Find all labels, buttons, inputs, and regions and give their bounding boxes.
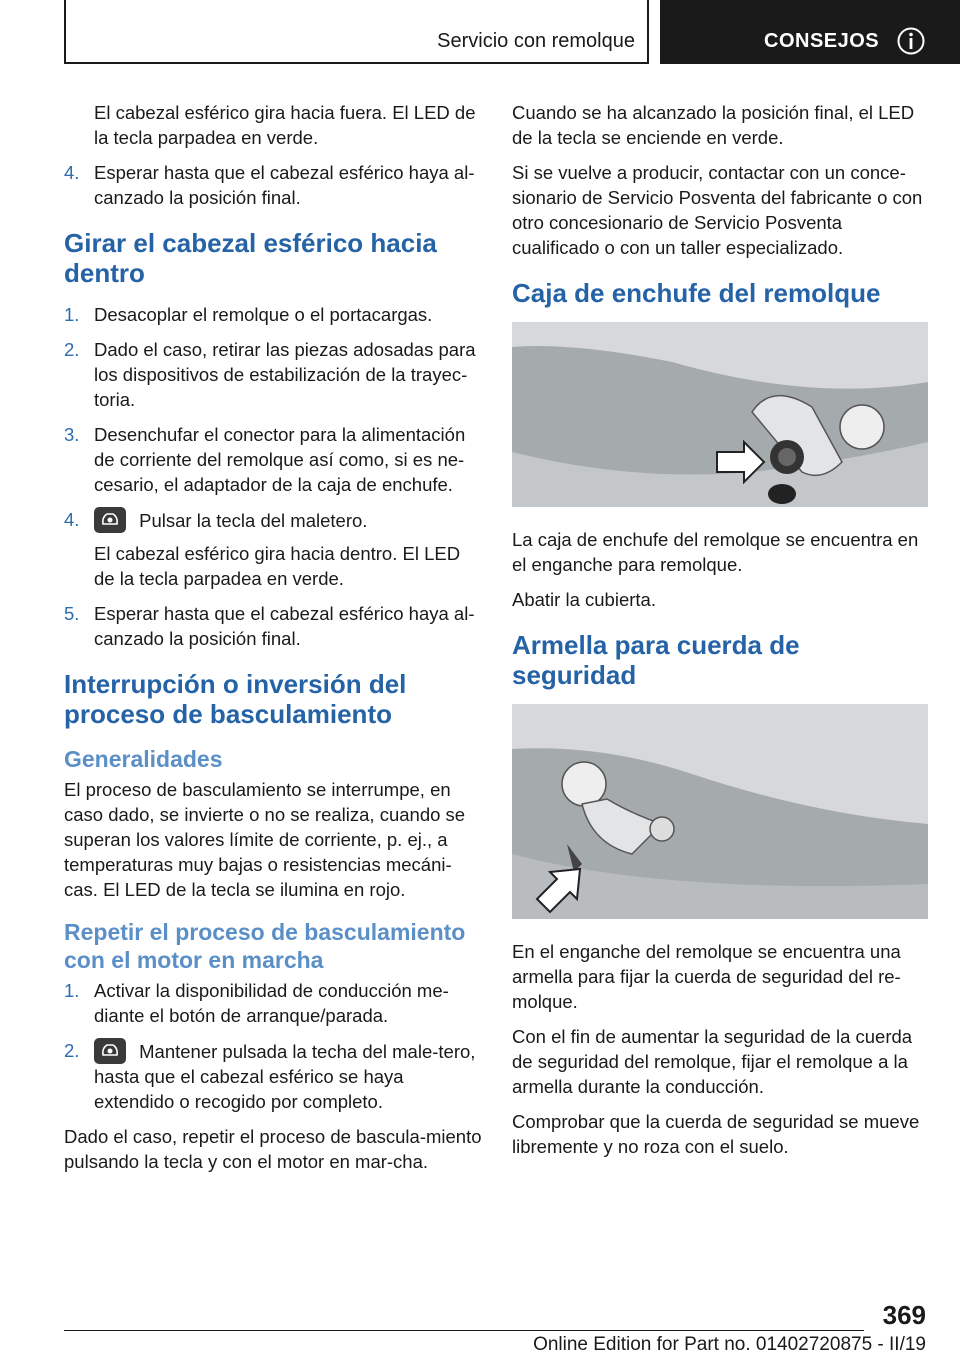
header-section-box bbox=[660, 0, 960, 64]
step-number: 4. bbox=[64, 162, 80, 183]
heading-socket: Caja de enchufe del remolque bbox=[512, 278, 881, 308]
step-text: Esperar hasta que el cabezal esférico haya al-canzado la posición final. bbox=[94, 603, 475, 649]
eyelet-paragraph-3: Comprobar que la cuerda de seguridad se mueve libremente y no roza con el suelo. bbox=[512, 1111, 920, 1157]
footer-edition: Online Edition for Part no. 01402720875 - II/19 bbox=[533, 1334, 926, 1355]
step-text: Activar la disponibilidad de conducción me-diante el botón de arranque/parada. bbox=[94, 980, 449, 1026]
step-text: Dado el caso, retirar las piezas adosadas para los dispositivos de estabilización de la trayec-toria. bbox=[94, 339, 476, 410]
header-title: Servicio con remolque bbox=[437, 30, 635, 52]
repeat-steps bbox=[64, 978, 484, 1114]
list-item bbox=[64, 978, 484, 1028]
step-number: 2. bbox=[64, 1040, 80, 1061]
heading-repeat: Repetir el proceso de basculamiento con el motor en marcha bbox=[64, 919, 466, 973]
list-item bbox=[64, 1038, 484, 1114]
trunk-button-icon bbox=[94, 1038, 126, 1064]
socket-paragraph-2: Abatir la cubierta. bbox=[512, 589, 656, 610]
header-title-box bbox=[64, 0, 649, 64]
right-paragraph-1: Cuando se ha alcanzado la posición final, el LED de la tecla se enciende en verde. bbox=[512, 102, 915, 148]
step-text: Esperar hasta que el cabezal esférico haya al-canzado la posición final. bbox=[94, 162, 475, 208]
list-item bbox=[64, 601, 484, 651]
step-number: 1. bbox=[64, 980, 80, 1001]
header-section-label: CONSEJOS bbox=[764, 30, 880, 52]
list-item bbox=[64, 507, 484, 591]
intro-steps bbox=[64, 160, 484, 210]
heading-interrupt: Interrupción o inversión del proceso de basculamiento bbox=[64, 669, 407, 729]
right-paragraph-2: Si se vuelve a producir, contactar con un conce-sionario de Servicio Posventa del fabricante o con otro concesionario de Servicio Posventa cualificado o con un taller especializado. bbox=[512, 162, 923, 258]
step-number: 5. bbox=[64, 603, 80, 624]
info-circle-icon bbox=[896, 26, 926, 56]
general-text: El proceso de basculamiento se interrumpe, en caso dado, se invierte o no se realiza, cuando se superan los valores límite de corriente, p. ej., a temperaturas muy bajas o resistencias mecáni-cas. El LED de la tecla se ilumina en rojo. bbox=[64, 779, 466, 900]
step-text: Desacoplar el remolque o el portacargas. bbox=[94, 304, 433, 325]
step-number: 1. bbox=[64, 304, 80, 325]
eyelet-illustration bbox=[512, 704, 928, 919]
heading-eyelet: Armella para cuerda de seguridad bbox=[512, 630, 800, 690]
repeat-outro: Dado el caso, repetir el proceso de bascula-miento pulsando la tecla y con el motor en mar-cha. bbox=[64, 1126, 482, 1172]
page-number: 369 bbox=[882, 1300, 926, 1330]
eyelet-paragraph-1: En el enganche del remolque se encuentra una armella para fijar la cuerda de seguridad del re-molque. bbox=[512, 941, 901, 1012]
heading-general: Generalidades bbox=[64, 746, 223, 772]
right-column bbox=[512, 100, 928, 1169]
step-number: 3. bbox=[64, 424, 80, 445]
turn-in-steps bbox=[64, 302, 484, 651]
step-text: Pulsar la tecla del maletero. bbox=[139, 510, 368, 531]
trunk-button-icon bbox=[94, 507, 126, 533]
list-item bbox=[64, 337, 484, 412]
list-item bbox=[64, 422, 484, 497]
heading-turn-in: Girar el cabezal esférico hacia dentro bbox=[64, 228, 437, 288]
socket-illustration bbox=[512, 322, 928, 507]
step-number: 2. bbox=[64, 339, 80, 360]
step-text: Desenchufar el conector para la alimentación de corriente del remolque así como, si es ne-cesario, el adaptador de la caja de enchufe. bbox=[94, 424, 466, 495]
intro-text: El cabezal esférico gira hacia fuera. El LED de la tecla parpadea en verde. bbox=[94, 102, 476, 148]
footer-divider bbox=[64, 1330, 864, 1331]
list-item bbox=[64, 302, 484, 327]
left-column bbox=[64, 100, 484, 1184]
step-text: Mantener pulsada la techa del male-tero, hasta que el cabezal esférico se haya extendido o recogido por completo. bbox=[94, 1041, 476, 1112]
step-subtext: El cabezal esférico gira hacia dentro. El LED de la tecla parpadea en verde. bbox=[94, 543, 461, 589]
list-item bbox=[64, 160, 484, 210]
step-number: 4. bbox=[64, 509, 80, 530]
eyelet-paragraph-2: Con el fin de aumentar la seguridad de la cuerda de seguridad del remolque, fijar el remolque a la armella durante la conducción. bbox=[512, 1026, 913, 1097]
socket-paragraph-1: La caja de enchufe del remolque se encuentra en el enganche para remolque. bbox=[512, 529, 919, 575]
